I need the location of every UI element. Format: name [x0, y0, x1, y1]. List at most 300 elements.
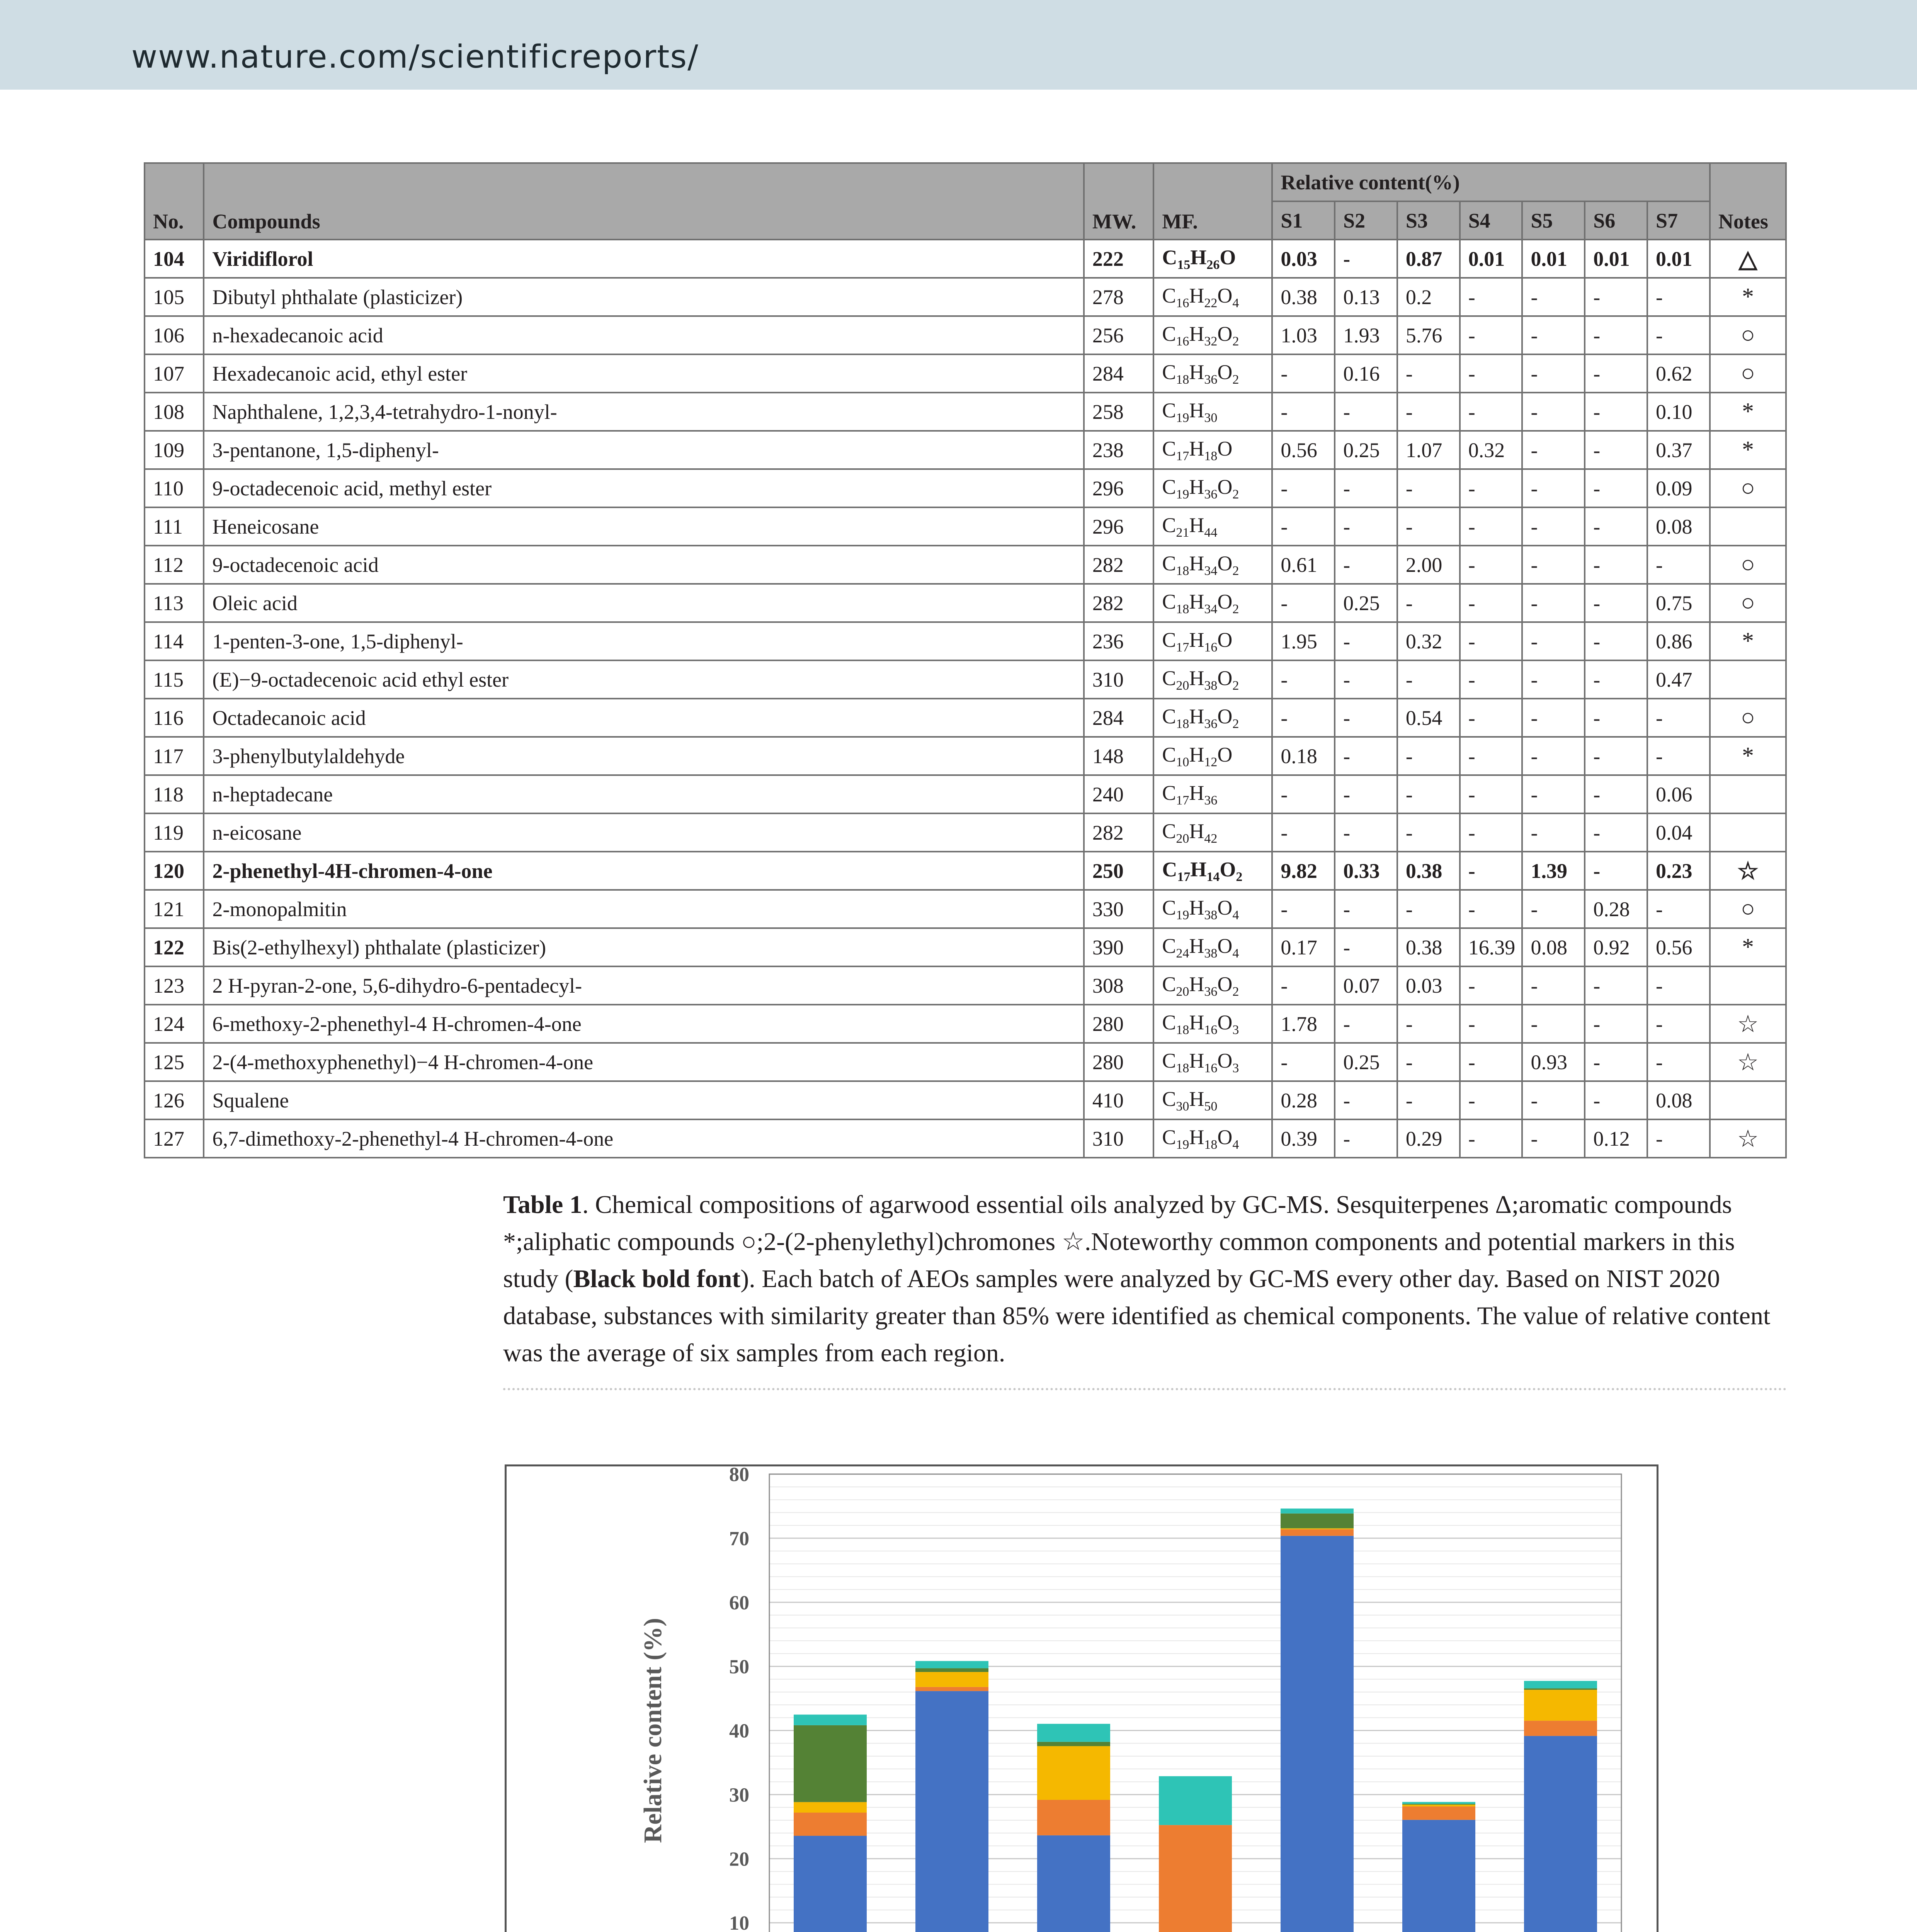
cell-value: -	[1335, 737, 1397, 775]
cell-compound: 9-octadecenoic acid, methyl ester	[204, 469, 1084, 507]
cell-value: -	[1335, 1005, 1397, 1043]
cell-value: -	[1335, 546, 1397, 584]
cell-value: -	[1585, 622, 1647, 660]
table-body	[145, 240, 1786, 1158]
table-row	[145, 813, 1786, 852]
bar-segment	[915, 1661, 988, 1668]
cell-value: -	[1585, 546, 1647, 584]
cell-no: 104	[145, 240, 204, 278]
cell-value: -	[1397, 737, 1460, 775]
cell-value: 0.2	[1397, 278, 1460, 316]
cell-value: -	[1585, 660, 1647, 699]
cell-value: -	[1585, 393, 1647, 431]
cell-value: -	[1397, 1081, 1460, 1119]
cell-value: -	[1522, 278, 1585, 316]
cell-value: -	[1272, 1043, 1335, 1081]
cell-value: 0.12	[1585, 1119, 1647, 1158]
cell-value: -	[1460, 1005, 1522, 1043]
table-head	[145, 163, 1786, 240]
cell-value: -	[1272, 966, 1335, 1005]
cell-note: ○	[1710, 469, 1786, 507]
bar-segment	[1037, 1742, 1110, 1746]
cell-compound: Dibutyl phthalate (plasticizer)	[204, 278, 1084, 316]
bar-segment	[1402, 1820, 1475, 1932]
table-caption-text-1: . Chemical compositions of agarwood essential oils analyzed by GC-MS. Sesquiterpenes Δ;aromatic compounds *;aliphatic compounds ○;2-(2-phenylethyl)chromones ☆.Noteworthy common components and potential markers in this study (	[503, 1190, 1735, 1293]
cell-value: 0.07	[1335, 966, 1397, 1005]
cell-value: -	[1397, 469, 1460, 507]
cell-value: -	[1460, 966, 1522, 1005]
cell-value: 0.75	[1647, 584, 1710, 622]
cell-no: 127	[145, 1119, 204, 1158]
cell-value: -	[1585, 354, 1647, 393]
cell-value: -	[1272, 584, 1335, 622]
cell-note: ○	[1710, 584, 1786, 622]
cell-value: 0.17	[1272, 928, 1335, 966]
cell-note: *	[1710, 431, 1786, 469]
cell-value: 0.38	[1272, 278, 1335, 316]
cell-value: -	[1522, 1119, 1585, 1158]
cell-value: -	[1335, 775, 1397, 813]
cell-note: *	[1710, 928, 1786, 966]
cell-value: -	[1522, 813, 1585, 852]
cell-compound: 3-phenylbutylaldehyde	[204, 737, 1084, 775]
cell-formula: $C_{17}H_{18}O$	[1153, 431, 1272, 469]
cell-note: ☆	[1710, 1043, 1786, 1081]
cell-value: 0.39	[1272, 1119, 1335, 1158]
cell-mw: 296	[1084, 469, 1153, 507]
col-header-relative-content: Relative content(%)	[1272, 163, 1710, 201]
cell-value: -	[1335, 507, 1397, 546]
cell-value: -	[1272, 890, 1335, 928]
bar-segment	[1037, 1800, 1110, 1835]
cell-value: 0.08	[1522, 928, 1585, 966]
table-row	[145, 393, 1786, 431]
table-row	[145, 1043, 1786, 1081]
bar-segment	[915, 1691, 988, 1932]
cell-note	[1710, 507, 1786, 546]
cell-formula: $C_{15}H_{26}O$	[1153, 240, 1272, 278]
col-header-sample: S6	[1585, 201, 1647, 240]
cell-value: -	[1647, 316, 1710, 354]
cell-value: -	[1460, 775, 1522, 813]
cell-mw: 278	[1084, 278, 1153, 316]
col-header-sample: S3	[1397, 201, 1460, 240]
cell-note	[1710, 660, 1786, 699]
cell-value: 0.54	[1397, 699, 1460, 737]
cell-value: 1.78	[1272, 1005, 1335, 1043]
cell-value: -	[1647, 1043, 1710, 1081]
cell-no: 125	[145, 1043, 204, 1081]
bar-segment	[1037, 1724, 1110, 1742]
cell-no: 124	[145, 1005, 204, 1043]
y-tick-label: 80	[729, 1466, 749, 1486]
cell-mw: 284	[1084, 699, 1153, 737]
cell-value: -	[1335, 890, 1397, 928]
cell-mw: 310	[1084, 660, 1153, 699]
cell-formula: $C_{16}H_{22}O_4$	[1153, 278, 1272, 316]
cell-value: 0.38	[1397, 928, 1460, 966]
bar-segment	[915, 1687, 988, 1691]
cell-value: -	[1585, 852, 1647, 890]
cell-mw: 310	[1084, 1119, 1153, 1158]
cell-value: -	[1522, 546, 1585, 584]
cell-mw: 410	[1084, 1081, 1153, 1119]
cell-no: 121	[145, 890, 204, 928]
cell-value: 1.95	[1272, 622, 1335, 660]
cell-value: -	[1335, 1119, 1397, 1158]
cell-note: ☆	[1710, 1119, 1786, 1158]
cell-no: 106	[145, 316, 204, 354]
cell-value: 0.32	[1460, 431, 1522, 469]
cell-value: 0.29	[1397, 1119, 1460, 1158]
cell-no: 112	[145, 546, 204, 584]
cell-value: -	[1585, 1043, 1647, 1081]
cell-value: 9.82	[1272, 852, 1335, 890]
col-header-compounds: Compounds	[204, 163, 1084, 240]
cell-value: 0.32	[1397, 622, 1460, 660]
cell-value: -	[1460, 316, 1522, 354]
bar-segment	[1524, 1688, 1597, 1690]
cell-value: 0.08	[1647, 507, 1710, 546]
table-row	[145, 1081, 1786, 1119]
col-header-no: No.	[145, 163, 204, 240]
cell-value: 0.03	[1397, 966, 1460, 1005]
cell-value: -	[1585, 813, 1647, 852]
cell-value: -	[1647, 1005, 1710, 1043]
cell-value: -	[1460, 660, 1522, 699]
cell-value: -	[1460, 1043, 1522, 1081]
cell-compound: 2-phenethyl-4H-chromen-4-one	[204, 852, 1084, 890]
bar-segment	[1524, 1681, 1597, 1688]
cell-value: 0.10	[1647, 393, 1710, 431]
cell-formula: $C_{16}H_{32}O_2$	[1153, 316, 1272, 354]
cell-value: -	[1397, 393, 1460, 431]
cell-compound: 6-methoxy-2-phenethyl-4 H-chromen-4-one	[204, 1005, 1084, 1043]
bar-segment	[1402, 1802, 1475, 1804]
cell-note: ○	[1710, 699, 1786, 737]
cell-value: 1.03	[1272, 316, 1335, 354]
table-row	[145, 278, 1786, 316]
cell-mw: 282	[1084, 546, 1153, 584]
cell-value: -	[1335, 1081, 1397, 1119]
bar-segment	[1402, 1806, 1475, 1820]
cell-value: -	[1335, 469, 1397, 507]
cell-formula: $C_{17}H_{36}$	[1153, 775, 1272, 813]
table-row	[145, 316, 1786, 354]
cell-note	[1710, 1081, 1786, 1119]
cell-value: 0.01	[1460, 240, 1522, 278]
cell-no: 105	[145, 278, 204, 316]
cell-mw: 256	[1084, 316, 1153, 354]
cell-mw: 222	[1084, 240, 1153, 278]
cell-formula: $C_{20}H_{36}O_2$	[1153, 966, 1272, 1005]
cell-compound: Hexadecanoic acid, ethyl ester	[204, 354, 1084, 393]
cell-value: -	[1272, 813, 1335, 852]
cell-note: *	[1710, 278, 1786, 316]
cell-note: ○	[1710, 316, 1786, 354]
bar-segment	[1281, 1528, 1354, 1529]
cell-no: 110	[145, 469, 204, 507]
cell-no: 113	[145, 584, 204, 622]
cell-value: -	[1460, 852, 1522, 890]
cell-value: 0.25	[1335, 431, 1397, 469]
cell-value: -	[1647, 1119, 1710, 1158]
cell-no: 114	[145, 622, 204, 660]
cell-compound: Viridiflorol	[204, 240, 1084, 278]
table-row	[145, 1005, 1786, 1043]
cell-no: 123	[145, 966, 204, 1005]
cell-value: -	[1585, 278, 1647, 316]
cell-mw: 330	[1084, 890, 1153, 928]
bar-segment	[794, 1813, 867, 1836]
cell-note: *	[1710, 737, 1786, 775]
cell-value: -	[1585, 1005, 1647, 1043]
cell-value: -	[1335, 699, 1397, 737]
table-row	[145, 622, 1786, 660]
cell-mw: 390	[1084, 928, 1153, 966]
cell-no: 108	[145, 393, 204, 431]
table-row	[145, 852, 1786, 890]
y-tick-label: 10	[729, 1912, 749, 1932]
cell-mw: 296	[1084, 507, 1153, 546]
table-row	[145, 584, 1786, 622]
cell-formula: $C_{18}H_{36}O_2$	[1153, 354, 1272, 393]
cell-formula: $C_{18}H_{16}O_3$	[1153, 1005, 1272, 1043]
cell-value: 0.56	[1272, 431, 1335, 469]
bar-segment	[1524, 1736, 1597, 1932]
cell-value: -	[1335, 393, 1397, 431]
cell-value: -	[1272, 393, 1335, 431]
cell-value: -	[1335, 928, 1397, 966]
cell-value: 16.39	[1460, 928, 1522, 966]
cell-compound: n-heptadecane	[204, 775, 1084, 813]
table-row	[145, 737, 1786, 775]
col-header-notes: Notes	[1710, 163, 1786, 240]
cell-mw: 236	[1084, 622, 1153, 660]
cell-value: -	[1522, 431, 1585, 469]
cell-value: 0.93	[1522, 1043, 1585, 1081]
bar-segment	[1524, 1690, 1597, 1721]
cell-value: -	[1522, 890, 1585, 928]
cell-value: -	[1585, 507, 1647, 546]
cell-value: -	[1272, 775, 1335, 813]
cell-value: -	[1397, 1005, 1460, 1043]
cell-value: -	[1522, 699, 1585, 737]
cell-mw: 284	[1084, 354, 1153, 393]
y-tick-label: 70	[729, 1527, 749, 1550]
cell-no: 119	[145, 813, 204, 852]
table-caption-text-2: ). Each batch of AEOs samples were analyzed by GC-MS every other day. Based on NIST 2020 database, substances with similarity greater than 85% were identified as chemical components. The value of relative content was the average of six samples from each region.	[503, 1265, 1771, 1367]
cell-note	[1710, 966, 1786, 1005]
cell-formula: $C_{20}H_{38}O_2$	[1153, 660, 1272, 699]
cell-note: △	[1710, 240, 1786, 278]
cell-value: -	[1522, 775, 1585, 813]
cell-note	[1710, 775, 1786, 813]
cell-value: -	[1335, 240, 1397, 278]
cell-value: -	[1397, 660, 1460, 699]
cell-value: 0.47	[1647, 660, 1710, 699]
cell-mw: 308	[1084, 966, 1153, 1005]
col-header-sample: S2	[1335, 201, 1397, 240]
cell-value: -	[1585, 775, 1647, 813]
cell-value: 0.13	[1335, 278, 1397, 316]
bar-segment	[1281, 1509, 1354, 1514]
table-row	[145, 354, 1786, 393]
cell-formula: $C_{18}H_{34}O_2$	[1153, 584, 1272, 622]
cell-no: 117	[145, 737, 204, 775]
cell-value: 0.92	[1585, 928, 1647, 966]
cell-formula: $C_{19}H_{38}O_4$	[1153, 890, 1272, 928]
cell-mw: 282	[1084, 813, 1153, 852]
cell-mw: 280	[1084, 1005, 1153, 1043]
cell-compound: Heneicosane	[204, 507, 1084, 546]
cell-value: 0.87	[1397, 240, 1460, 278]
cell-value: -	[1647, 546, 1710, 584]
cell-compound: n-hexadecanoic acid	[204, 316, 1084, 354]
table-row	[145, 469, 1786, 507]
y-tick-label: 30	[729, 1784, 749, 1806]
site-url-link[interactable]: www.nature.com/scientificreports/	[131, 39, 699, 75]
cell-formula: $C_{20}H_{42}$	[1153, 813, 1272, 852]
cell-value: 0.37	[1647, 431, 1710, 469]
compounds-table-container	[144, 162, 1787, 1158]
col-header-sample: S1	[1272, 201, 1335, 240]
cell-mw: 258	[1084, 393, 1153, 431]
cell-mw: 238	[1084, 431, 1153, 469]
divider	[503, 1388, 1787, 1390]
cell-formula: $C_{17}H_{14}O_2$	[1153, 852, 1272, 890]
cell-compound: Squalene	[204, 1081, 1084, 1119]
cell-value: -	[1460, 354, 1522, 393]
cell-value: 0.06	[1647, 775, 1710, 813]
cell-value: -	[1397, 1043, 1460, 1081]
bar-segment	[794, 1836, 867, 1932]
cell-value: -	[1522, 660, 1585, 699]
y-tick-label: 60	[729, 1592, 749, 1614]
cell-compound: Naphthalene, 1,2,3,4-tetrahydro-1-nonyl-	[204, 393, 1084, 431]
cell-value: -	[1460, 699, 1522, 737]
cell-value: -	[1585, 966, 1647, 1005]
table-row	[145, 775, 1786, 813]
cell-formula: $C_{17}H_{16}O$	[1153, 622, 1272, 660]
y-tick-label: 50	[729, 1656, 749, 1678]
cell-compound: 3-pentanone, 1,5-diphenyl-	[204, 431, 1084, 469]
cell-value: -	[1522, 393, 1585, 431]
stacked-bar-chart	[507, 1466, 1657, 1932]
cell-formula: $C_{19}H_{36}O_2$	[1153, 469, 1272, 507]
bar-segment	[1281, 1514, 1354, 1528]
cell-value: 0.28	[1272, 1081, 1335, 1119]
bar-segment	[915, 1668, 988, 1672]
col-header-sample: S4	[1460, 201, 1522, 240]
cell-formula: $C_{18}H_{34}O_2$	[1153, 546, 1272, 584]
cell-compound: Bis(2-ethylhexyl) phthalate (plasticizer)	[204, 928, 1084, 966]
cell-value: -	[1460, 278, 1522, 316]
cell-value: -	[1647, 890, 1710, 928]
cell-value: -	[1460, 813, 1522, 852]
cell-no: 111	[145, 507, 204, 546]
cell-value: 0.86	[1647, 622, 1710, 660]
cell-formula: $C_{24}H_{38}O_4$	[1153, 928, 1272, 966]
cell-note: ○	[1710, 890, 1786, 928]
cell-note: *	[1710, 393, 1786, 431]
cell-no: 126	[145, 1081, 204, 1119]
cell-value: -	[1460, 1119, 1522, 1158]
cell-value: 0.61	[1272, 546, 1335, 584]
cell-compound: (E)−9-octadecenoic acid ethyl ester	[204, 660, 1084, 699]
cell-value: 1.93	[1335, 316, 1397, 354]
cell-value: 1.07	[1397, 431, 1460, 469]
cell-value: -	[1585, 699, 1647, 737]
table-caption-bold-phrase: Black bold font	[573, 1265, 741, 1293]
cell-value: -	[1585, 1081, 1647, 1119]
bar-segment	[1402, 1804, 1475, 1806]
bar-segment	[794, 1725, 867, 1802]
cell-formula: $C_{21}H_{44}$	[1153, 507, 1272, 546]
table-row	[145, 546, 1786, 584]
bar-segment	[1281, 1529, 1354, 1536]
cell-value: 0.18	[1272, 737, 1335, 775]
cell-value: 0.28	[1585, 890, 1647, 928]
cell-no: 115	[145, 660, 204, 699]
cell-value: -	[1335, 660, 1397, 699]
cell-no: 116	[145, 699, 204, 737]
cell-value: -	[1397, 813, 1460, 852]
cell-value: -	[1460, 469, 1522, 507]
compounds-table	[144, 162, 1787, 1158]
col-header-sample: S5	[1522, 201, 1585, 240]
cell-value: -	[1522, 469, 1585, 507]
page-header	[0, 0, 1917, 90]
figure-chart-frame	[505, 1464, 1658, 1932]
cell-value: -	[1460, 546, 1522, 584]
cell-mw: 282	[1084, 584, 1153, 622]
bar-segment	[1037, 1746, 1110, 1800]
cell-value: -	[1460, 737, 1522, 775]
cell-formula: $C_{19}H_{18}O_4$	[1153, 1119, 1272, 1158]
bar-segment	[794, 1714, 867, 1725]
cell-value: 0.01	[1585, 240, 1647, 278]
cell-value: -	[1522, 737, 1585, 775]
table-caption-label: Table 1	[503, 1190, 582, 1219]
cell-value: -	[1522, 966, 1585, 1005]
cell-value: 0.01	[1647, 240, 1710, 278]
cell-value: -	[1397, 354, 1460, 393]
cell-value: 0.33	[1335, 852, 1397, 890]
cell-value: -	[1522, 622, 1585, 660]
cell-compound: 2-monopalmitin	[204, 890, 1084, 928]
cell-value: -	[1397, 584, 1460, 622]
cell-no: 118	[145, 775, 204, 813]
cell-mw: 280	[1084, 1043, 1153, 1081]
cell-value: -	[1522, 584, 1585, 622]
cell-value: -	[1647, 278, 1710, 316]
cell-value: -	[1272, 354, 1335, 393]
table-row	[145, 966, 1786, 1005]
cell-value: -	[1335, 622, 1397, 660]
bar-segment	[1159, 1825, 1232, 1932]
cell-note: ○	[1710, 546, 1786, 584]
bar-segment	[915, 1672, 988, 1687]
cell-value: -	[1585, 584, 1647, 622]
cell-value: -	[1647, 737, 1710, 775]
cell-value: 0.09	[1647, 469, 1710, 507]
cell-value: 1.39	[1522, 852, 1585, 890]
cell-value: 0.08	[1647, 1081, 1710, 1119]
cell-compound: Oleic acid	[204, 584, 1084, 622]
cell-mw: 240	[1084, 775, 1153, 813]
cell-value: -	[1397, 890, 1460, 928]
